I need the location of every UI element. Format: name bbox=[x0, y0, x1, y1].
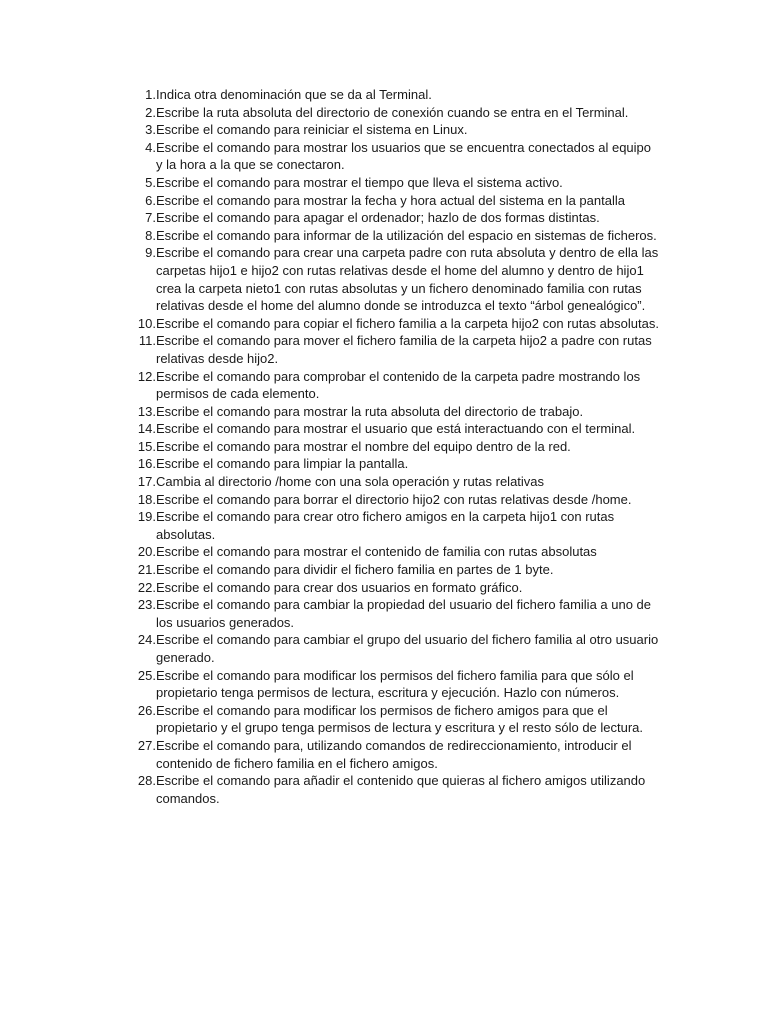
question-text: Escribe el comando para cambiar la propiedad del usuario del fichero familia a uno de los usuarios generados. bbox=[156, 597, 652, 630]
question-number: 6. bbox=[145, 192, 156, 208]
question-item bbox=[130, 315, 660, 333]
question-number: 25. bbox=[137, 667, 156, 683]
question-item bbox=[130, 455, 660, 473]
question-number: 13. bbox=[137, 403, 156, 419]
question-number: 1. bbox=[145, 87, 156, 102]
question-text: Escribe el comando para borrar el directorio hijo2 con rutas relativas desde /home. bbox=[156, 491, 632, 507]
question-number: 7. bbox=[145, 210, 156, 226]
question-number: 22. bbox=[137, 579, 156, 595]
question-item bbox=[130, 561, 660, 579]
question-number: 24. bbox=[137, 632, 156, 648]
question-text: Escribe el comando para crear dos usuarios en formato gráfico. bbox=[156, 579, 523, 595]
question-number: 8. bbox=[145, 227, 156, 243]
question-item bbox=[130, 631, 660, 666]
question-text: Escribe el comando para reiniciar el sistema en Linux. bbox=[156, 122, 468, 138]
question-text: Escribe el comando para mostrar los usuarios que se encuentra conectados al equipo y la hora a la que se conectaron. bbox=[156, 139, 652, 173]
question-text: Escribe el comando para crear otro fichero amigos en la carpeta hijo1 con rutas absolutas. bbox=[156, 509, 615, 542]
question-text: Escribe el comando para mostrar la fecha y hora actual del sistema en la pantalla bbox=[156, 192, 625, 208]
question-number: 21. bbox=[137, 562, 156, 578]
question-number: 19. bbox=[137, 509, 156, 525]
question-item bbox=[130, 702, 660, 737]
question-text: Escribe el comando para modificar los permisos del fichero familia para que sólo el propietario tenga permisos de lectura, escritura y ejecución. Hazlo con números. bbox=[156, 667, 634, 701]
question-item bbox=[130, 209, 660, 227]
question-item bbox=[130, 508, 660, 543]
question-number: 12. bbox=[137, 368, 156, 384]
question-text: Escribe el comando para mover el fichero familia de la carpeta hijo2 a padre con rutas relativas desde hijo2. bbox=[156, 333, 652, 366]
question-text: Escribe el comando para informar de la utilización del espacio en sistemas de ficheros. bbox=[156, 227, 657, 243]
question-number: 14. bbox=[137, 421, 156, 437]
question-number: 16. bbox=[137, 456, 156, 472]
question-item bbox=[130, 121, 660, 139]
question-item bbox=[130, 244, 660, 314]
question-text: Escribe el comando para mostrar el contenido de familia con rutas absolutas bbox=[156, 544, 597, 560]
question-number: 27. bbox=[137, 737, 156, 753]
question-item bbox=[130, 332, 660, 367]
question-number: 28. bbox=[137, 773, 156, 789]
question-text: Escribe el comando para añadir el contenido que quieras al fichero amigos utilizando comandos. bbox=[156, 773, 646, 806]
question-text: Escribe el comando para limpiar la pantalla. bbox=[156, 456, 409, 472]
question-number: 11. bbox=[138, 333, 156, 349]
question-item bbox=[130, 420, 660, 438]
question-item bbox=[130, 579, 660, 597]
question-item bbox=[130, 667, 660, 702]
question-text: Escribe el comando para, utilizando comandos de redireccionamiento, introducir el contenido de fichero familia en el fichero amigos. bbox=[156, 737, 632, 771]
question-text: Escribe la ruta absoluta del directorio de conexión cuando se entra en el Terminal. bbox=[156, 104, 629, 120]
question-item bbox=[130, 438, 660, 456]
question-number: 17. bbox=[137, 474, 156, 490]
question-item bbox=[130, 543, 660, 561]
question-text: Escribe el comando para mostrar el usuario que está interactuando con el terminal. bbox=[156, 421, 636, 437]
question-item bbox=[130, 139, 660, 174]
question-number: 26. bbox=[137, 702, 156, 718]
question-item bbox=[130, 737, 660, 772]
question-number: 18. bbox=[137, 491, 156, 507]
question-item bbox=[130, 403, 660, 421]
question-text: Escribe el comando para copiar el fichero familia a la carpeta hijo2 con rutas absolutas. bbox=[156, 315, 659, 331]
question-item bbox=[130, 596, 660, 631]
question-text: Escribe el comando para crear una carpeta padre con ruta absoluta y dentro de ella las carpetas hijo1 e hijo2 con rutas relativas desde el home del alumno y dentro de hijo1 crea la carpeta nieto1 con rutas absolutas y un fichero denominado familia con rutas relativas desde el home del alumno donde se introduzca el texto “árbol genealógico”. bbox=[156, 245, 659, 314]
question-text: Escribe el comando para comprobar el contenido de la carpeta padre mostrando los permisos de cada elemento. bbox=[156, 368, 641, 402]
question-number: 23. bbox=[137, 597, 156, 613]
question-text: Escribe el comando para mostrar el tiempo que lleva el sistema activo. bbox=[156, 174, 563, 190]
question-text: Cambia al directorio /home con una sola operación y rutas relativas bbox=[156, 474, 545, 490]
question-item bbox=[130, 104, 660, 122]
question-text: Escribe el comando para cambiar el grupo del usuario del fichero familia al otro usuario generado. bbox=[156, 632, 659, 665]
question-text: Escribe el comando para mostrar la ruta absoluta del directorio de trabajo. bbox=[156, 403, 584, 419]
question-number: 9. bbox=[145, 245, 156, 261]
question-number: 20. bbox=[137, 544, 156, 560]
question-item bbox=[130, 772, 660, 807]
question-text: Indica otra denominación que se da al Terminal. bbox=[156, 87, 432, 102]
question-item bbox=[130, 227, 660, 245]
question-item bbox=[130, 192, 660, 210]
question-item bbox=[130, 368, 660, 403]
question-number: 5. bbox=[145, 174, 156, 190]
question-text: Escribe el comando para apagar el ordenador; hazlo de dos formas distintas. bbox=[156, 210, 600, 226]
question-item bbox=[130, 491, 660, 509]
question-item bbox=[130, 86, 660, 104]
question-item bbox=[130, 174, 660, 192]
question-number: 15. bbox=[137, 438, 156, 454]
question-text: Escribe el comando para mostrar el nombre del equipo dentro de la red. bbox=[156, 438, 571, 454]
question-number: 2. bbox=[145, 104, 156, 120]
question-item bbox=[130, 473, 660, 491]
question-number: 3. bbox=[145, 122, 156, 138]
question-list bbox=[130, 86, 660, 807]
question-text: Escribe el comando para dividir el fichero familia en partes de 1 byte. bbox=[156, 562, 554, 578]
question-number: 4. bbox=[145, 139, 156, 155]
question-text: Escribe el comando para modificar los permisos de fichero amigos para que el propietario y el grupo tenga permisos de lectura y escritura y el resto sólo de lectura. bbox=[156, 702, 644, 736]
question-number: 10. bbox=[137, 315, 156, 331]
